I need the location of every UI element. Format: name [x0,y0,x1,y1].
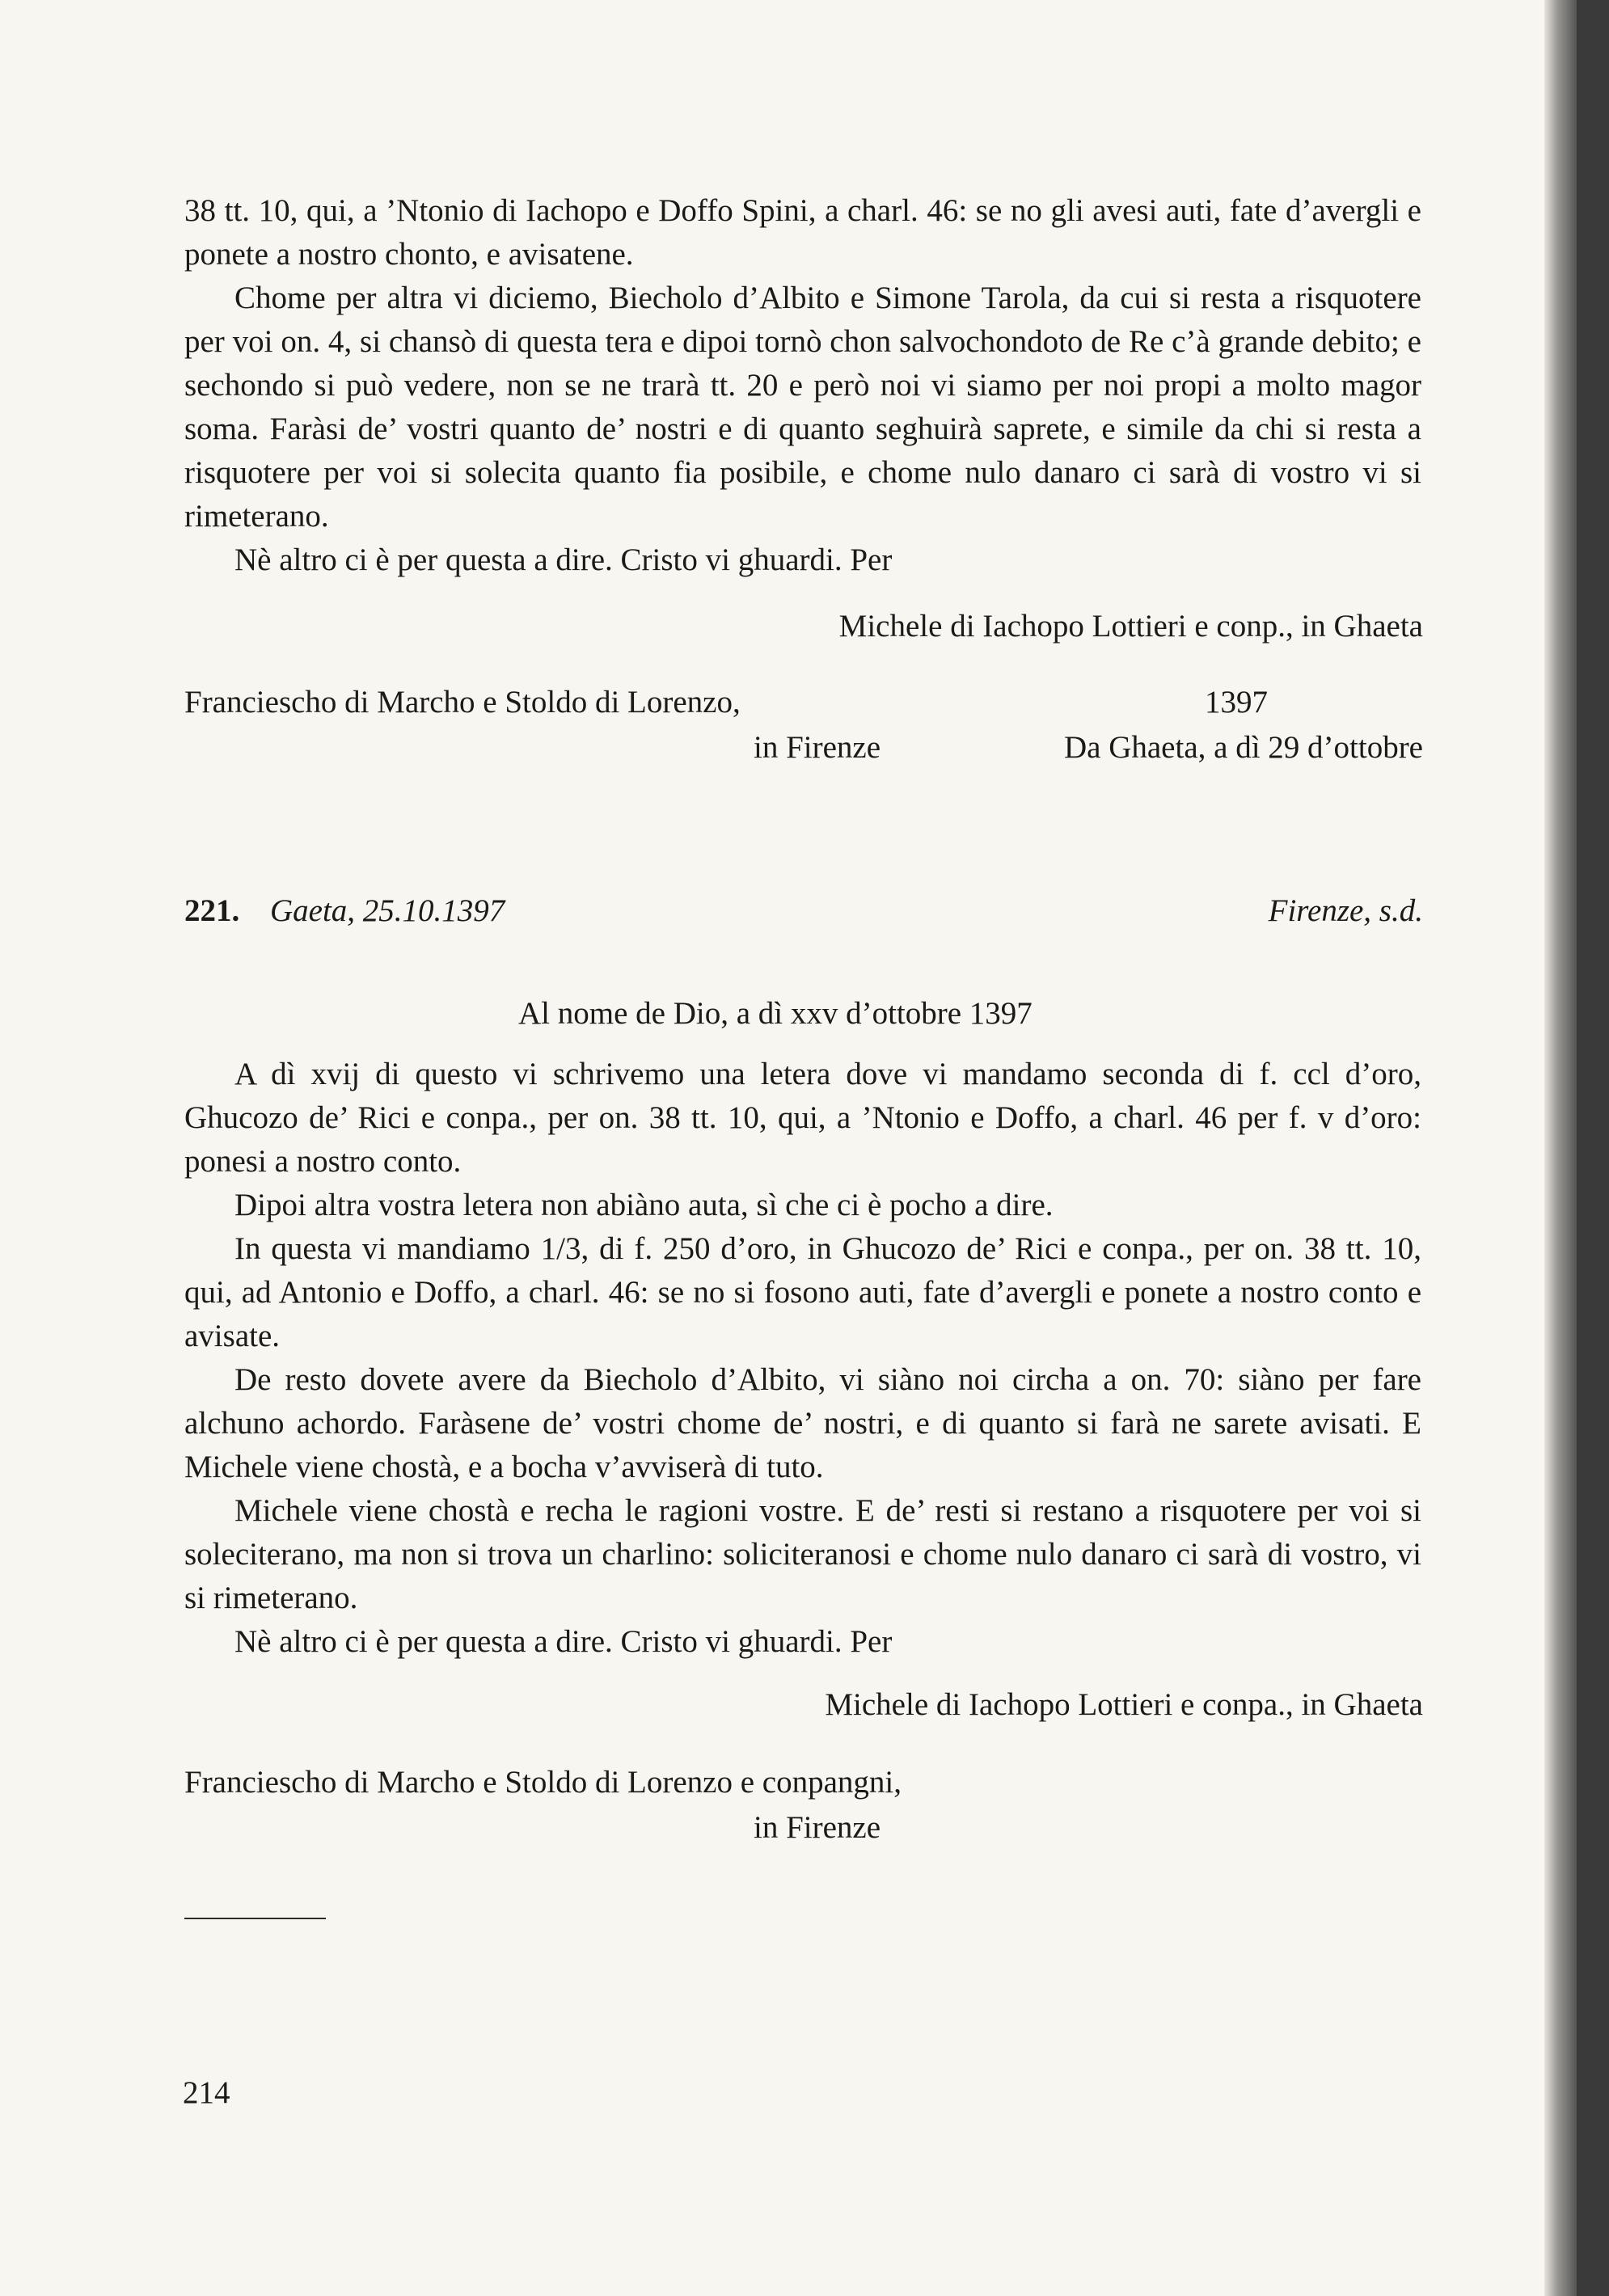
letter-220-paragraph-1: 38 tt. 10, qui, a ’Ntonio di Iachopo e Doffo Spini, a charl. 46: se no gli avesi auti, fate d’avergli e ponete a nostro chonto, e avisatene. [184,193,1421,272]
letter-221-paragraph-3: In questa vi mandiamo 1/3, di f. 250 d’oro, in Ghucozo de’ Rici e conpa., per on. 38 tt. 10, qui, ad Antonio e Doffo, a charl. 46: se no si fosono auti, fate d’avergli e ponete a nostro conto e avisate. [184,1231,1421,1353]
letter-221-header [184,889,505,933]
letter-221-paragraph-1: A dì xvij di questo vi schrivemo una letera dove vi mandamo seconda di f. ccl d’oro, Ghucozo de’ Rici e conpa., per on. 38 tt. 10, qui, a ’Ntonio e Doffo, a charl. 46 per f. v d’oro: ponesi a nostro conto. [184,1057,1421,1179]
letter-220-year: 1397 [1205,685,1268,720]
letter-221-paragraph-2: Dipoi altra vostra letera non abiàno auta, sì che ci è pocho a dire. [234,1188,1054,1222]
letter-220-date-line: Da Ghaeta, a dì 29 d’ottobre [1063,730,1423,765]
letter-origin: Gaeta, 25.10.1397 [270,893,505,928]
letter-221-body [184,1053,1421,1664]
page-edge-shadow [1544,0,1577,2296]
letter-220-recipient: Franciescho di Marcho e Stoldo di Lorenzo, [184,685,741,720]
letter-220-body [184,189,1421,582]
footnote-divider [184,1918,326,1919]
letter-220-sender: Michele di Iachopo Lottieri e conp., in Ghaeta [838,609,1423,644]
letter-220-recipient-place: in Firenze [754,730,881,765]
letter-221-paragraph-5: Michele viene chostà e recha le ragioni vostre. E de’ resti si restano a risquotere per voi si soleciterano, ma non si trova un charlino: soliciteranosi e chome nulo danaro ci sarà di vostro, vi si rimeterano. [184,1493,1421,1615]
letter-number: 221. [184,893,240,928]
letter-221-recipient-place: in Firenze [754,1810,881,1845]
letter-220-paragraph-2: Chome per altra vi diciemo, Biecholo d’Albito e Simone Tarola, da cui si resta a risquotere per voi on. 4, si chansò di questa tera e dipoi tornò chon salvochondoto de Re c’à grande debito; e sechondo si può vedere, non se ne trarà tt. 20 e però noi vi siamo per noi propi a molto magor soma. Faràsi de’ vostri quanto de’ nostri e di quanto seghuirà saprete, e simile da chi si resta a risquotere per voi si solecita quanto fia posibile, e chome nulo danaro ci sarà di vostro vi si rimeterano. [184,281,1421,534]
letter-221-sender: Michele di Iachopo Lottieri e conpa., in Ghaeta [825,1687,1423,1722]
letter-221-paragraph-4: De resto dovete avere da Biecholo d’Albito, vi siàno noi circha a on. 70: siàno per fare alchuno achordo. Faràsene de’ vostri chome de’ nostri, e di quanto si farà ne sarete avisati. E Michele viene chostà, e a bocha v’avviserà di tuto. [184,1362,1421,1484]
letter-221-paragraph-6: Nè altro ci è per questa a dire. Cristo vi ghuardi. Per [234,1624,893,1659]
page-number: 214 [183,2075,230,2110]
letter-220-paragraph-3: Nè altro ci è per questa a dire. Cristo vi ghuardi. Per [234,542,893,577]
letter-221-recipient: Franciescho di Marcho e Stoldo di Lorenzo e conpangni, [184,1765,902,1800]
letter-destination: Firenze, s.d. [1268,893,1423,928]
letter-221-heading: Al nome de Dio, a dì xxv d’ottobre 1397 [518,996,1033,1031]
